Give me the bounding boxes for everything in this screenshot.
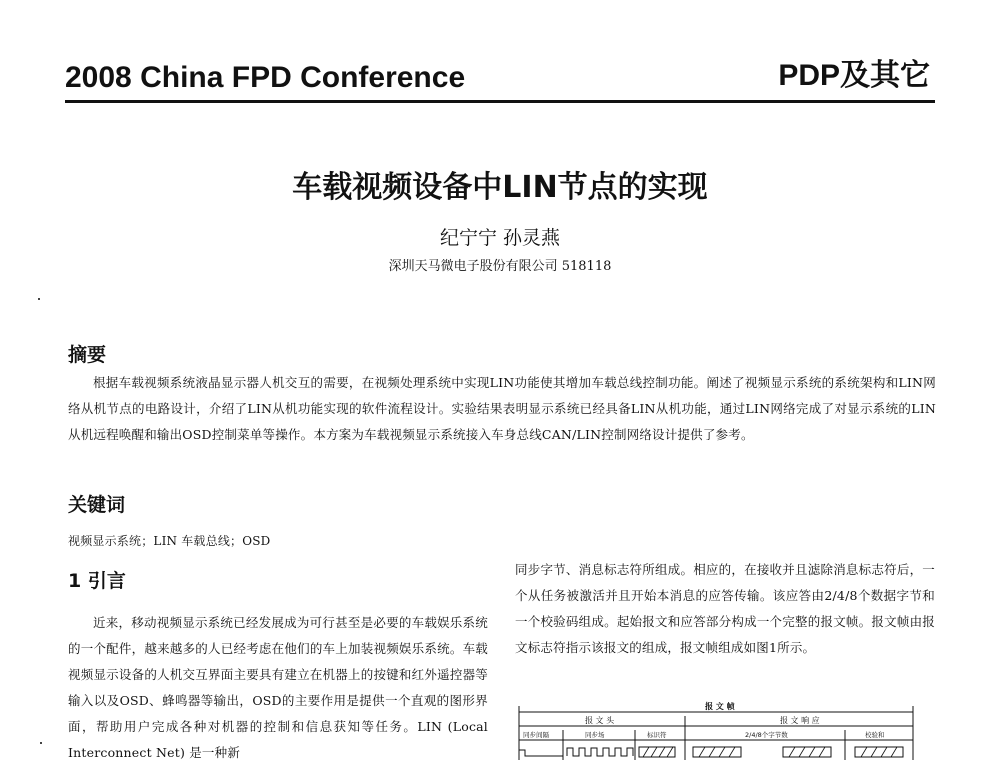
header-rule — [65, 100, 935, 103]
keywords-heading: 关键词 — [68, 494, 126, 516]
label-checksum: 校验和 — [865, 731, 885, 739]
label-frame: 报 文 帧 — [705, 702, 735, 711]
label-sync-break: 同步间隔 — [523, 731, 549, 739]
label-header: 报 文 头 — [585, 716, 615, 725]
conference-name: 2008 China FPD Conference — [65, 61, 466, 94]
paper-affiliation: 深圳天马微电子股份有限公司 518118 — [388, 259, 612, 274]
label-data: 2/4/8个字节数 — [745, 731, 788, 739]
label-sync: 同步场 — [585, 731, 605, 739]
section-name: PDP及其它 — [778, 59, 930, 92]
paper-title: 车载视频设备中LIN节点的实现 — [292, 170, 708, 205]
label-response: 报 文 响 应 — [780, 716, 820, 725]
label-id: 标识符 — [647, 731, 667, 739]
sync-field-wave — [567, 748, 633, 756]
abstract-text: 根据车载视频系统液晶显示器人机交互的需要，在视频处理系统中实现LIN功能使其增加车载总线控制功能。阐述了视频显示系统的系统架构和LIN网络从机节点的电路设计，介绍了LIN从机功能实现的软件流程设计。实验结果表明显示系统已经具备LIN从机功能，通过LIN网络完成了对显示系统的LIN从机远程唤醒和输出OSD控制菜单等操作。本方案为车载视频显示系统接入车身总线CAN/LIN控制网络设计提供了参考。 — [68, 375, 936, 442]
abstract-heading: 摘要 — [68, 344, 107, 366]
hatch-marks — [643, 747, 897, 757]
intro-text: 近来，移动视频显示系统已经发展成为可行甚至是必要的车载娱乐系统的一个配件，越来越多的人已经考虑在他们的车上加装视频娱乐系统。车载视频显示设备的人机交互界面主要具有建立在机器上的按键和红外遥控器等输入以及OSD、蜂鸣器等输出，OSD的主要作用是提供一个直观的图形界面，帮助用户完成各种对机器的控制和信息获知等任务。LIN (Local Interconnect Net) 是一种新 — [68, 615, 488, 760]
keywords-text: 视频显示系统；LIN 车载总线；OSD — [68, 534, 271, 548]
sync-break-wave — [519, 750, 563, 756]
right-column-text: 同步字节、消息标志符所组成。相应的，在接收并且滤除消息标志符后，一个从任务被激活并且开始本消息的应答传输。该应答由2/4/8个数据字节和一个校验码组成。起始报文和应答部分构成一个完整的报文帧。报文帧由报文标志符指示该报文的组成，报文帧组成如图1所示。 — [515, 562, 935, 655]
scan-speck — [38, 298, 40, 300]
intro-heading: 1 引言 — [68, 570, 126, 592]
scan-speck — [40, 742, 42, 744]
paper-authors: 纪宁宁 孙灵燕 — [439, 227, 561, 249]
lin-frame-figure — [515, 700, 935, 760]
